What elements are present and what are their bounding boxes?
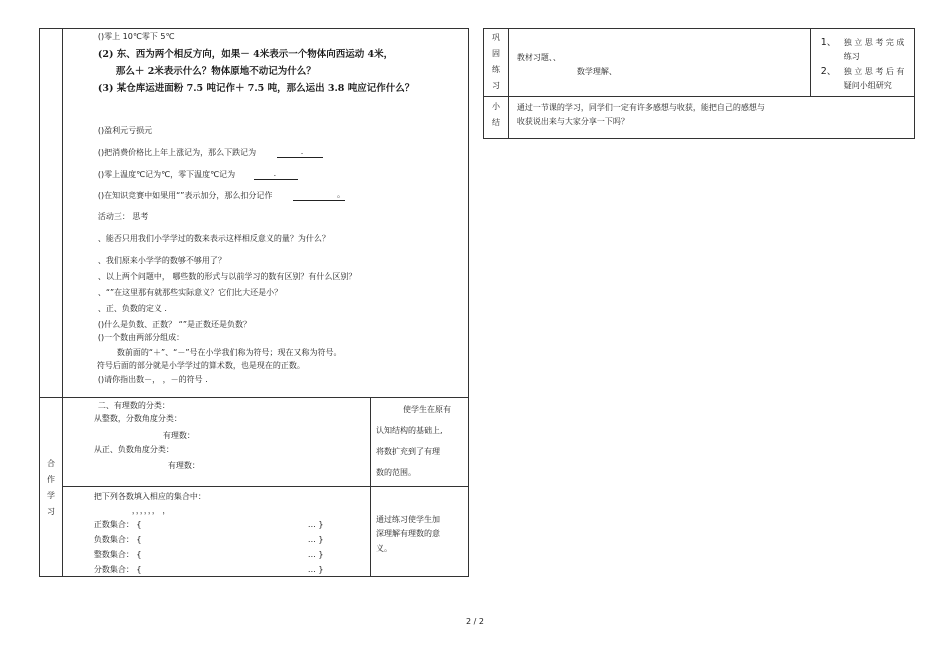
s3-line-0: 把下列各数填入相应的集合中：: [93, 492, 206, 501]
left-table: [39, 28, 469, 577]
s1-line-1: (2) 东、西为两个相反方向，如果－ 4米表示一个物体向西运动 4米，: [97, 49, 394, 60]
s2-line-2: 有理数：: [162, 431, 195, 440]
s2-line-1: 从整数，分数角度分类：: [93, 414, 182, 423]
section2-note-cell: [370, 398, 468, 487]
practice-note-cell: [810, 29, 914, 97]
s1-line-13: 、正、负数的定义 .: [97, 304, 167, 313]
page-number: 2 / 2: [466, 617, 484, 626]
s1-line-12: 、“”在这里那有就那些实际意义？它们比大还是小？: [97, 288, 283, 297]
practice-content-cell: [508, 29, 810, 97]
s1-line-0: ()零上 10℃零下 5℃: [97, 32, 175, 41]
s2-note-1: 认知结构的基础上,: [375, 426, 443, 435]
s2-line-0: 二、有理数的分类：: [97, 401, 170, 410]
coop-label: 合 作 学 习: [47, 459, 55, 516]
s1-line-8: 活动三： 思考: [97, 212, 149, 221]
s3-note-2: 义。: [375, 544, 392, 553]
s1-line-15: ()一个数由两部分组成：: [97, 333, 185, 342]
s2-note-3: 数的范围。: [375, 468, 416, 477]
s1-line-3: (3) 某仓库运进面粉 7.5 吨记作＋ 7.5 吨，那么运出 3.8 吨应记作什么？: [97, 83, 415, 94]
practice-label-cell: [484, 29, 509, 97]
set-row-positive: 正数集合： { … }: [93, 520, 324, 529]
s1-line-16: 数前面的“＋”、“－”号在小学我们称为符号；现在又称为符号。: [116, 348, 342, 357]
s1-line-2: 那么＋ 2米表示什么？物体原地不动记为什么？: [115, 66, 316, 77]
s2-line-3: 从正、负数角度分类：: [93, 445, 174, 454]
section3-note-cell: [370, 487, 468, 577]
note-num-1: 1、: [820, 37, 837, 48]
section3-cell: [62, 487, 370, 577]
practice-line-1: 数学理解、: [576, 67, 617, 76]
s3-note-1: 深理解有理数的意: [375, 529, 440, 538]
s2-note-2: 将数扩充到了有理: [375, 447, 440, 456]
set-row-fraction: 分数集合： { … }: [93, 565, 324, 574]
note-num-2: 2、: [820, 66, 837, 77]
s1-line-9: 、能否只用我们小学学过的数来表示这样相反意义的量？为什么？: [97, 234, 330, 243]
section2-cell: [62, 398, 370, 487]
s1-line-5: ()把消费价格比上年上涨记为，那么下跌记为 .: [98, 147, 323, 158]
summary-content-cell: [508, 97, 914, 139]
summary-line-1: 收获说出来与大家分享一下吗？: [516, 117, 629, 126]
set-row-negative: 负数集合： { … }: [93, 535, 324, 544]
s2-note-0: 使学生在原有: [402, 405, 451, 414]
summary-line-0: 通过一节课的学习，同学们一定有许多感想与收获，能把自己的感想与: [516, 103, 765, 112]
s1-line-6: ()零上温度℃记为℃，零下温度℃记为 .: [98, 169, 298, 180]
coop-label-cell: [40, 398, 63, 577]
s3-line-1: ，，，，，， ，: [131, 506, 171, 515]
note-text-2b: 疑问小组研究: [843, 81, 892, 90]
practice-label: 巩 固 练 习: [492, 33, 500, 90]
section1-cell: [62, 29, 468, 398]
s1-line-18: ()请你指出数－， ，－的符号 .: [97, 375, 208, 384]
right-table: [483, 28, 915, 139]
s1-line-14: ()什么是负数、正数？ “”是正数还是负数？: [97, 320, 251, 329]
s2-line-4: 有理数：: [167, 461, 200, 470]
s1-line-11: 、以上两个问题中， 哪些数的形式与以前学习的数有区别？有什么区别？: [97, 272, 357, 281]
s1-line-10: 、我们原来小学学的数够不够用了？: [97, 256, 226, 265]
left-label-cell-1: [40, 29, 63, 398]
blank-line: .: [277, 148, 323, 158]
blank-line: 。: [293, 191, 345, 201]
note-text-2a: 独 立 思 考 后 有: [843, 67, 905, 76]
blank-line: .: [254, 170, 298, 180]
note-text-1b: 练习: [843, 52, 860, 61]
set-row-integer: 整数集合： { … }: [93, 550, 324, 559]
summary-label: 小 结: [492, 102, 500, 127]
s1-line-4: ()盈利元亏损元: [97, 126, 153, 135]
s1-line-7: ()在知识竞赛中如果用“”表示加分，那么扣分记作 。: [97, 190, 345, 200]
practice-line-0: 教材习题、、: [516, 53, 561, 62]
s3-note-0: 通过练习使学生加: [375, 515, 440, 524]
s1-line-17: 符号后面的部分就是小学学过的算术数，也是现在的正数。: [96, 361, 305, 370]
summary-label-cell: [484, 97, 509, 139]
note-text-1a: 独 立 思 考 完 成: [843, 38, 905, 47]
